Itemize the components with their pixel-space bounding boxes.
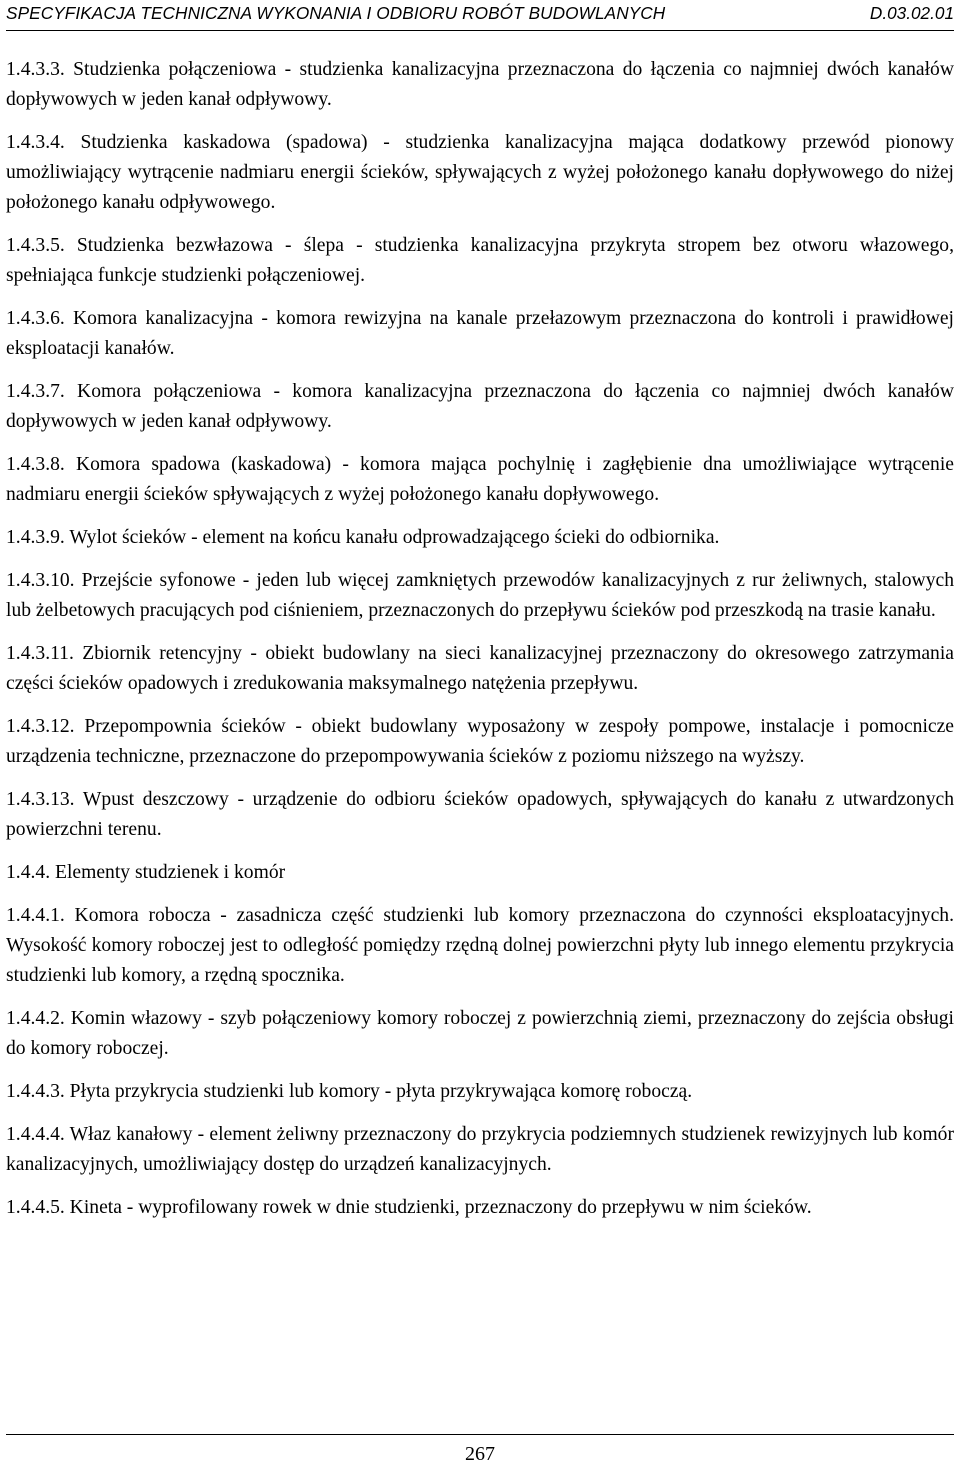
paragraph-1-4-3-9: 1.4.3.9. Wylot ścieków - element na końcu kanału odprowadzającego ścieki do odbiornika.: [6, 527, 720, 548]
page-number: 267: [465, 1443, 495, 1465]
paragraph-1-4-3-13: 1.4.3.13. Wpust deszczowy - urządzenie do odbioru ścieków opadowych, spływających do kanału z utwardzonych powierzchni terenu.: [6, 789, 954, 840]
paragraph-1-4-4-3: 1.4.4.3. Płyta przykrycia studzienki lub komory - płyta przykrywająca komorę roboczą.: [6, 1081, 693, 1102]
paragraph-1-4-3-5: 1.4.3.5. Studzienka bezwłazowa - ślepa - studzienka kanalizacyjna przykryta stropem bez otworu włazowego, spełniająca funkcje studzienki połączeniowej.: [6, 235, 954, 286]
paragraph-1-4-3-12: 1.4.3.12. Przepompownia ścieków - obiekt budowlany wyposażony w zespoły pompowe, instalacje i pomocnicze urządzenia techniczne, przeznaczone do przepompowywania ścieków z poziomu niższego na wyższy.: [6, 716, 954, 767]
paragraph-1-4-3-3: 1.4.3.3. Studzienka połączeniowa - studzienka kanalizacyjna przeznaczona do łączenia co najmniej dwóch kanałów dopływowych w jeden kanał odpływowy.: [6, 59, 954, 110]
paragraph-1-4-4-1: 1.4.4.1. Komora robocza - zasadnicza część studzienki lub komory przeznaczona do czynności eksploatacyjnych. Wysokość komory roboczej jest to odległość pomiędzy rzędną dolnej powierzchni płyty lub innego elementu przykrycia studzienki lub komory, a rzędną spocznika.: [6, 905, 954, 986]
paragraph-1-4-4-4: 1.4.4.4. Właz kanałowy - element żeliwny przeznaczony do przykrycia podziemnych studzienek rewizyjnych lub komór kanalizacyjnych, umożliwiający dostęp do urządzeń kanalizacyjnych.: [6, 1124, 954, 1175]
page-header: [6, 0, 954, 31]
document-title: SPECYFIKACJA TECHNICZNA WYKONANIA I ODBIORU ROBÓT BUDOWLANYCH: [6, 3, 666, 23]
paragraph-1-4-3-8: 1.4.3.8. Komora spadowa (kaskadowa) - komora mająca pochylnię i zagłębienie dna umożliwiające wytrącenie nadmiaru energii ścieków spływających z wyżej położonego kanału dopływowego.: [6, 454, 954, 505]
document-body: [6, 55, 954, 1236]
paragraph-1-4-3-6: 1.4.3.6. Komora kanalizacyjna - komora rewizyjna na kanale przełazowym przeznaczona do kontroli i prawidłowej eksploatacji kanałów.: [6, 308, 954, 359]
document-code: D.03.02.01: [869, 3, 954, 23]
paragraph-1-4-4-2: 1.4.4.2. Komin włazowy - szyb połączeniowy komory roboczej z powierzchnią ziemi, przeznaczony do zejścia obsługi do komory roboczej.: [6, 1008, 954, 1059]
footer-divider: [6, 1434, 954, 1435]
paragraph-1-4-4-5: 1.4.4.5. Kineta - wyprofilowany rowek w dnie studzienki, przeznaczony do przepływu w nim ścieków.: [6, 1197, 812, 1218]
paragraph-1-4-3-11: 1.4.3.11. Zbiornik retencyjny - obiekt budowlany na sieci kanalizacyjnej przeznaczony do okresowego zatrzymania części ścieków opadowych i zredukowania maksymalnego natężenia przepływu.: [6, 643, 954, 694]
paragraph-1-4-3-10: 1.4.3.10. Przejście syfonowe - jeden lub więcej zamkniętych przewodów kanalizacyjnych z rur żeliwnych, stalowych lub żelbetowych pracujących pod ciśnieniem, przeznaczonych do przepływu ścieków pod przeszkodą na trasie kanału.: [6, 570, 954, 621]
paragraph-1-4-3-7: 1.4.3.7. Komora połączeniowa - komora kanalizacyjna przeznaczona do łączenia co najmniej dwóch kanałów dopływowych w jeden kanał odpływowy.: [6, 381, 954, 432]
paragraph-1-4-3-4: 1.4.3.4. Studzienka kaskadowa (spadowa) - studzienka kanalizacyjna mająca dodatkowy przewód pionowy umożliwiający wytrącenie nadmiaru energii ścieków, spływających z wyżej położonego kanału dopływowego do niżej położonego kanału odpływowego.: [6, 132, 954, 213]
section-heading-1-4-4: 1.4.4. Elementy studzienek i komór: [6, 862, 286, 883]
